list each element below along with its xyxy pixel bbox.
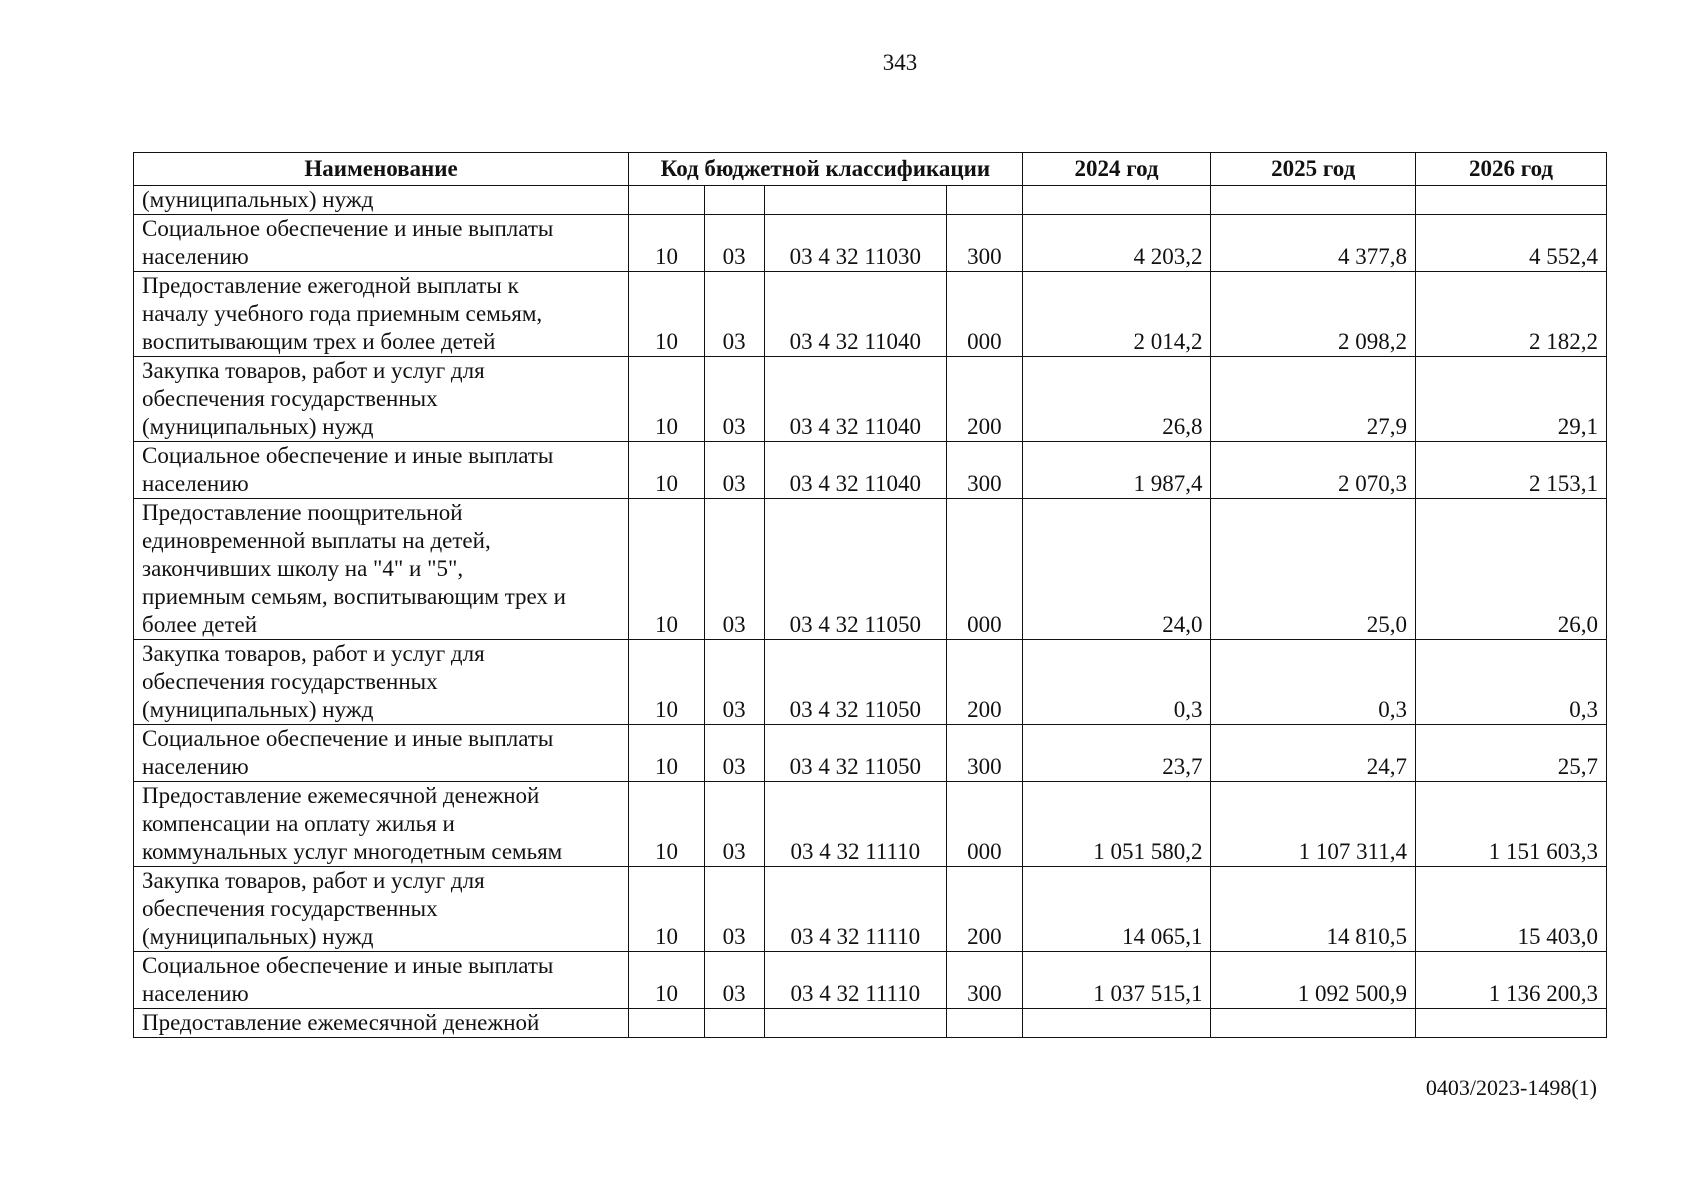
cell-target-article: 03 4 32 11110 <box>764 782 947 867</box>
cell-expense-type <box>947 1009 1023 1038</box>
table-body <box>134 186 1607 1038</box>
cell-name: Закупка товаров, работ и услуг для обеспечения государственных (муниципальных) нужд <box>134 867 629 952</box>
cell-2024 <box>1022 1009 1211 1038</box>
cell-2025: 14 810,5 <box>1211 867 1416 952</box>
cell-name: Социальное обеспечение и иные выплаты населению <box>134 952 629 1009</box>
cell-2024: 2 014,2 <box>1022 272 1211 357</box>
cell-section: 10 <box>629 499 705 640</box>
cell-subsection: 03 <box>704 272 764 357</box>
cell-section: 10 <box>629 272 705 357</box>
header-2026: 2026 год <box>1416 153 1607 186</box>
cell-target-article: 03 4 32 11040 <box>764 357 947 442</box>
cell-subsection: 03 <box>704 357 764 442</box>
cell-2026 <box>1416 186 1607 215</box>
cell-name: Социальное обеспечение и иные выплаты населению <box>134 442 629 499</box>
table-row <box>134 867 1607 952</box>
table-row <box>134 186 1607 215</box>
table-row <box>134 640 1607 725</box>
cell-2026 <box>1416 1009 1607 1038</box>
cell-name: Закупка товаров, работ и услуг для обеспечения государственных (муниципальных) нужд <box>134 640 629 725</box>
cell-2025: 4 377,8 <box>1211 215 1416 272</box>
cell-expense-type: 200 <box>947 640 1023 725</box>
table-row <box>134 725 1607 782</box>
cell-2026: 25,7 <box>1416 725 1607 782</box>
cell-section: 10 <box>629 782 705 867</box>
cell-subsection: 03 <box>704 952 764 1009</box>
header-2024: 2024 год <box>1022 153 1211 186</box>
header-name: Наименование <box>134 153 629 186</box>
cell-2025: 27,9 <box>1211 357 1416 442</box>
cell-name: Предоставление ежемесячной денежной <box>134 1009 629 1038</box>
cell-expense-type: 300 <box>947 725 1023 782</box>
cell-2024: 26,8 <box>1022 357 1211 442</box>
cell-name: (муниципальных) нужд <box>134 186 629 215</box>
page-number: 343 <box>882 50 918 75</box>
cell-2024: 23,7 <box>1022 725 1211 782</box>
cell-2024 <box>1022 186 1211 215</box>
cell-expense-type: 200 <box>947 867 1023 952</box>
cell-subsection <box>704 1009 764 1038</box>
cell-expense-type: 000 <box>947 499 1023 640</box>
cell-subsection: 03 <box>704 640 764 725</box>
cell-2025: 24,7 <box>1211 725 1416 782</box>
cell-2026: 1 151 603,3 <box>1416 782 1607 867</box>
cell-target-article: 03 4 32 11030 <box>764 215 947 272</box>
document-id: 0403/2023-1498(1) <box>1425 1075 1597 1100</box>
table-header-row <box>134 153 1607 186</box>
cell-name: Предоставление поощрительной единовременной выплаты на детей, закончивших школу на "4" и "5", приемным семьям, воспитывающим трех и более детей <box>134 499 629 640</box>
cell-name: Закупка товаров, работ и услуг для обеспечения государственных (муниципальных) нужд <box>134 357 629 442</box>
cell-name: Предоставление ежегодной выплаты к началу учебного года приемным семьям, воспитывающим трех и более детей <box>134 272 629 357</box>
cell-subsection <box>704 186 764 215</box>
cell-section: 10 <box>629 442 705 499</box>
cell-target-article: 03 4 32 11040 <box>764 442 947 499</box>
table-row <box>134 272 1607 357</box>
cell-expense-type: 000 <box>947 272 1023 357</box>
cell-2026: 2 182,2 <box>1416 272 1607 357</box>
cell-target-article: 03 4 32 11110 <box>764 952 947 1009</box>
cell-section: 10 <box>629 725 705 782</box>
cell-section: 10 <box>629 867 705 952</box>
cell-2026: 15 403,0 <box>1416 867 1607 952</box>
cell-2026: 1 136 200,3 <box>1416 952 1607 1009</box>
cell-2025: 1 092 500,9 <box>1211 952 1416 1009</box>
table-row <box>134 215 1607 272</box>
cell-2026: 29,1 <box>1416 357 1607 442</box>
table-row <box>134 499 1607 640</box>
cell-2024: 4 203,2 <box>1022 215 1211 272</box>
cell-expense-type: 300 <box>947 952 1023 1009</box>
cell-expense-type: 300 <box>947 442 1023 499</box>
cell-expense-type <box>947 186 1023 215</box>
cell-target-article <box>764 186 947 215</box>
cell-2025: 2 098,2 <box>1211 272 1416 357</box>
table-row <box>134 782 1607 867</box>
cell-target-article: 03 4 32 11050 <box>764 499 947 640</box>
cell-target-article <box>764 1009 947 1038</box>
cell-2024: 0,3 <box>1022 640 1211 725</box>
cell-section: 10 <box>629 215 705 272</box>
cell-2024: 1 051 580,2 <box>1022 782 1211 867</box>
cell-subsection: 03 <box>704 725 764 782</box>
table-row <box>134 357 1607 442</box>
cell-2026: 4 552,4 <box>1416 215 1607 272</box>
cell-name: Социальное обеспечение и иные выплаты населению <box>134 725 629 782</box>
cell-2025: 1 107 311,4 <box>1211 782 1416 867</box>
cell-section: 10 <box>629 357 705 442</box>
cell-2026: 2 153,1 <box>1416 442 1607 499</box>
cell-subsection: 03 <box>704 499 764 640</box>
cell-name: Социальное обеспечение и иные выплаты населению <box>134 215 629 272</box>
cell-2025: 25,0 <box>1211 499 1416 640</box>
cell-2025 <box>1211 1009 1416 1038</box>
cell-2025 <box>1211 186 1416 215</box>
cell-section: 10 <box>629 952 705 1009</box>
cell-target-article: 03 4 32 11050 <box>764 640 947 725</box>
header-2025: 2025 год <box>1211 153 1416 186</box>
cell-subsection: 03 <box>704 782 764 867</box>
cell-section: 10 <box>629 640 705 725</box>
table-row <box>134 442 1607 499</box>
cell-subsection: 03 <box>704 442 764 499</box>
cell-2024: 14 065,1 <box>1022 867 1211 952</box>
cell-section <box>629 1009 705 1038</box>
header-code: Код бюджетной классификации <box>629 153 1022 186</box>
cell-expense-type: 200 <box>947 357 1023 442</box>
cell-2024: 1 037 515,1 <box>1022 952 1211 1009</box>
table-row <box>134 1009 1607 1038</box>
cell-2024: 1 987,4 <box>1022 442 1211 499</box>
cell-2026: 26,0 <box>1416 499 1607 640</box>
cell-expense-type: 000 <box>947 782 1023 867</box>
cell-target-article: 03 4 32 11050 <box>764 725 947 782</box>
cell-2024: 24,0 <box>1022 499 1211 640</box>
cell-name: Предоставление ежемесячной денежной компенсации на оплату жилья и коммунальных услуг многодетным семьям <box>134 782 629 867</box>
cell-expense-type: 300 <box>947 215 1023 272</box>
table-row <box>134 952 1607 1009</box>
cell-section <box>629 186 705 215</box>
cell-2026: 0,3 <box>1416 640 1607 725</box>
cell-2025: 2 070,3 <box>1211 442 1416 499</box>
cell-target-article: 03 4 32 11110 <box>764 867 947 952</box>
cell-subsection: 03 <box>704 215 764 272</box>
budget-table <box>133 152 1607 1038</box>
cell-subsection: 03 <box>704 867 764 952</box>
cell-2025: 0,3 <box>1211 640 1416 725</box>
cell-target-article: 03 4 32 11040 <box>764 272 947 357</box>
